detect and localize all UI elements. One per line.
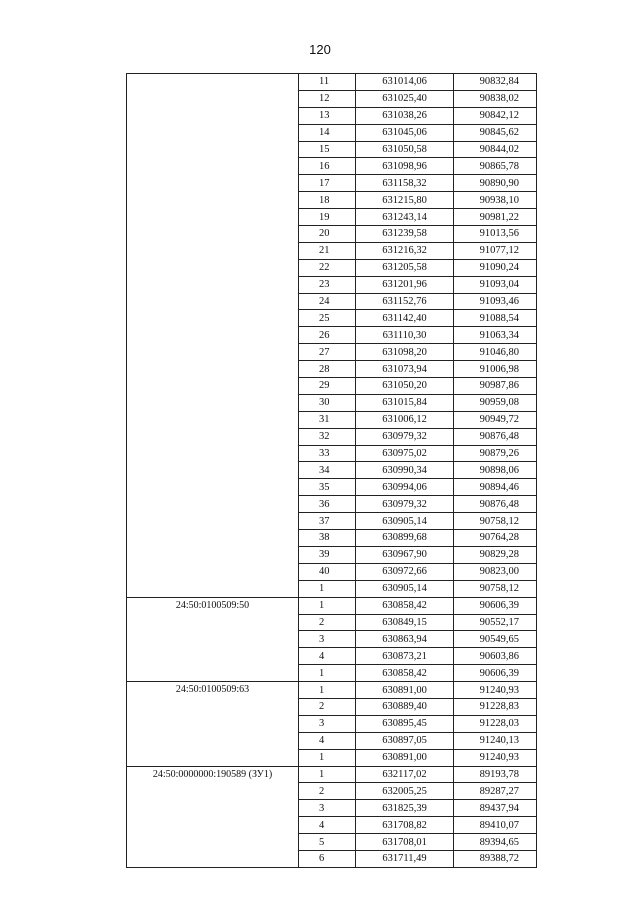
parcel-cadastral-number: 24:50:0000000:190589 (ЗУ1) (127, 766, 299, 867)
point-number-cell: 33 (299, 445, 356, 462)
y-coordinate-cell: 89193,78 (454, 766, 537, 783)
x-coordinate-cell: 630979,32 (356, 428, 454, 445)
y-coordinate-cell: 90603,86 (454, 648, 537, 665)
y-coordinate-cell: 90879,26 (454, 445, 537, 462)
x-coordinate-cell: 630873,21 (356, 648, 454, 665)
y-coordinate-cell: 90758,12 (454, 580, 537, 597)
x-coordinate-cell: 630979,32 (356, 496, 454, 513)
point-number-cell: 20 (299, 226, 356, 243)
y-coordinate-cell: 91240,93 (454, 682, 537, 699)
y-coordinate-cell: 91088,54 (454, 310, 537, 327)
x-coordinate-cell: 631015,84 (356, 394, 454, 411)
y-coordinate-cell: 90959,08 (454, 394, 537, 411)
point-number-cell: 28 (299, 361, 356, 378)
x-coordinate-cell: 630994,06 (356, 479, 454, 496)
y-coordinate-cell: 89394,65 (454, 834, 537, 851)
point-number-cell: 34 (299, 462, 356, 479)
point-number-cell: 17 (299, 175, 356, 192)
y-coordinate-cell: 90981,22 (454, 209, 537, 226)
y-coordinate-cell: 90844,02 (454, 141, 537, 158)
y-coordinate-cell: 89287,27 (454, 783, 537, 800)
x-coordinate-cell: 632005,25 (356, 783, 454, 800)
y-coordinate-cell: 90845,62 (454, 124, 537, 141)
point-number-cell: 1 (299, 580, 356, 597)
y-coordinate-cell: 90606,39 (454, 597, 537, 614)
parcel-cadastral-number: 24:50:0100509:50 (127, 597, 299, 681)
y-coordinate-cell: 90606,39 (454, 665, 537, 682)
x-coordinate-cell: 632117,02 (356, 766, 454, 783)
y-coordinate-cell: 91228,83 (454, 698, 537, 715)
x-coordinate-cell: 631152,76 (356, 293, 454, 310)
x-coordinate-cell: 630897,05 (356, 732, 454, 749)
point-number-cell: 3 (299, 715, 356, 732)
x-coordinate-cell: 630858,42 (356, 665, 454, 682)
y-coordinate-cell: 89410,07 (454, 817, 537, 834)
point-number-cell: 29 (299, 378, 356, 395)
x-coordinate-cell: 630967,90 (356, 546, 454, 563)
y-coordinate-cell: 91090,24 (454, 259, 537, 276)
y-coordinate-cell: 91077,12 (454, 242, 537, 259)
point-number-cell: 2 (299, 698, 356, 715)
x-coordinate-cell: 631014,06 (356, 74, 454, 91)
y-coordinate-cell: 90832,84 (454, 74, 537, 91)
y-coordinate-cell: 90758,12 (454, 513, 537, 530)
x-coordinate-cell: 631201,96 (356, 276, 454, 293)
point-number-cell: 37 (299, 513, 356, 530)
y-coordinate-cell: 89388,72 (454, 850, 537, 867)
point-number-cell: 1 (299, 665, 356, 682)
y-coordinate-cell: 90842,12 (454, 107, 537, 124)
point-number-cell: 40 (299, 563, 356, 580)
point-number-cell: 1 (299, 749, 356, 766)
point-number-cell: 1 (299, 682, 356, 699)
point-number-cell: 16 (299, 158, 356, 175)
x-coordinate-cell: 631045,06 (356, 124, 454, 141)
point-number-cell: 30 (299, 394, 356, 411)
y-coordinate-cell: 91006,98 (454, 361, 537, 378)
point-number-cell: 2 (299, 783, 356, 800)
y-coordinate-cell: 90823,00 (454, 563, 537, 580)
table-row (127, 74, 537, 91)
y-coordinate-cell: 91063,34 (454, 327, 537, 344)
point-number-cell: 19 (299, 209, 356, 226)
parcel-cadastral-number (127, 74, 299, 598)
y-coordinate-cell: 91228,03 (454, 715, 537, 732)
x-coordinate-cell: 630990,34 (356, 462, 454, 479)
x-coordinate-cell: 630972,66 (356, 563, 454, 580)
point-number-cell: 1 (299, 597, 356, 614)
y-coordinate-cell: 90838,02 (454, 90, 537, 107)
point-number-cell: 39 (299, 546, 356, 563)
table-row (127, 682, 537, 699)
x-coordinate-cell: 630889,40 (356, 698, 454, 715)
x-coordinate-cell: 631038,26 (356, 107, 454, 124)
point-number-cell: 12 (299, 90, 356, 107)
x-coordinate-cell: 631050,58 (356, 141, 454, 158)
point-number-cell: 4 (299, 817, 356, 834)
y-coordinate-cell: 89437,94 (454, 800, 537, 817)
point-number-cell: 3 (299, 800, 356, 817)
point-number-cell: 38 (299, 530, 356, 547)
y-coordinate-cell: 91046,80 (454, 344, 537, 361)
x-coordinate-cell: 631098,96 (356, 158, 454, 175)
y-coordinate-cell: 90938,10 (454, 192, 537, 209)
y-coordinate-cell: 90865,78 (454, 158, 537, 175)
x-coordinate-cell: 630849,15 (356, 614, 454, 631)
y-coordinate-cell: 90552,17 (454, 614, 537, 631)
point-number-cell: 26 (299, 327, 356, 344)
x-coordinate-cell: 630905,14 (356, 513, 454, 530)
y-coordinate-cell: 90890,90 (454, 175, 537, 192)
x-coordinate-cell: 630863,94 (356, 631, 454, 648)
x-coordinate-cell: 630891,00 (356, 682, 454, 699)
point-number-cell: 3 (299, 631, 356, 648)
x-coordinate-cell: 631825,39 (356, 800, 454, 817)
page-number: 120 (309, 42, 331, 57)
point-number-cell: 4 (299, 732, 356, 749)
x-coordinate-cell: 631239,58 (356, 226, 454, 243)
y-coordinate-cell: 90898,06 (454, 462, 537, 479)
point-number-cell: 21 (299, 242, 356, 259)
y-coordinate-cell: 90764,28 (454, 530, 537, 547)
y-coordinate-cell: 90549,65 (454, 631, 537, 648)
x-coordinate-cell: 631073,94 (356, 361, 454, 378)
point-number-cell: 27 (299, 344, 356, 361)
x-coordinate-cell: 631158,32 (356, 175, 454, 192)
x-coordinate-cell: 631142,40 (356, 310, 454, 327)
point-number-cell: 32 (299, 428, 356, 445)
point-number-cell: 11 (299, 74, 356, 91)
x-coordinate-cell: 631025,40 (356, 90, 454, 107)
point-number-cell: 1 (299, 766, 356, 783)
point-number-cell: 13 (299, 107, 356, 124)
point-number-cell: 22 (299, 259, 356, 276)
coordinates-table-body (127, 74, 537, 868)
x-coordinate-cell: 631243,14 (356, 209, 454, 226)
point-number-cell: 25 (299, 310, 356, 327)
x-coordinate-cell: 631050,20 (356, 378, 454, 395)
point-number-cell: 2 (299, 614, 356, 631)
y-coordinate-cell: 91093,46 (454, 293, 537, 310)
x-coordinate-cell: 630895,45 (356, 715, 454, 732)
x-coordinate-cell: 631215,80 (356, 192, 454, 209)
y-coordinate-cell: 90876,48 (454, 428, 537, 445)
x-coordinate-cell: 631711,49 (356, 850, 454, 867)
x-coordinate-cell: 630858,42 (356, 597, 454, 614)
point-number-cell: 14 (299, 124, 356, 141)
y-coordinate-cell: 90894,46 (454, 479, 537, 496)
table-row (127, 766, 537, 783)
point-number-cell: 18 (299, 192, 356, 209)
x-coordinate-cell: 630899,68 (356, 530, 454, 547)
x-coordinate-cell: 630905,14 (356, 580, 454, 597)
y-coordinate-cell: 90987,86 (454, 378, 537, 395)
x-coordinate-cell: 631110,30 (356, 327, 454, 344)
parcel-cadastral-number: 24:50:0100509:63 (127, 682, 299, 766)
y-coordinate-cell: 91240,93 (454, 749, 537, 766)
x-coordinate-cell: 631098,20 (356, 344, 454, 361)
y-coordinate-cell: 91240,13 (454, 732, 537, 749)
x-coordinate-cell: 631708,82 (356, 817, 454, 834)
point-number-cell: 15 (299, 141, 356, 158)
point-number-cell: 36 (299, 496, 356, 513)
point-number-cell: 23 (299, 276, 356, 293)
point-number-cell: 24 (299, 293, 356, 310)
point-number-cell: 4 (299, 648, 356, 665)
y-coordinate-cell: 90829,28 (454, 546, 537, 563)
y-coordinate-cell: 90949,72 (454, 411, 537, 428)
point-number-cell: 31 (299, 411, 356, 428)
x-coordinate-cell: 631006,12 (356, 411, 454, 428)
coordinates-table (126, 73, 537, 868)
x-coordinate-cell: 631205,58 (356, 259, 454, 276)
x-coordinate-cell: 630891,00 (356, 749, 454, 766)
y-coordinate-cell: 91013,56 (454, 226, 537, 243)
table-row (127, 597, 537, 614)
x-coordinate-cell: 631216,32 (356, 242, 454, 259)
y-coordinate-cell: 90876,48 (454, 496, 537, 513)
y-coordinate-cell: 91093,04 (454, 276, 537, 293)
point-number-cell: 35 (299, 479, 356, 496)
point-number-cell: 6 (299, 850, 356, 867)
x-coordinate-cell: 630975,02 (356, 445, 454, 462)
point-number-cell: 5 (299, 834, 356, 851)
x-coordinate-cell: 631708,01 (356, 834, 454, 851)
